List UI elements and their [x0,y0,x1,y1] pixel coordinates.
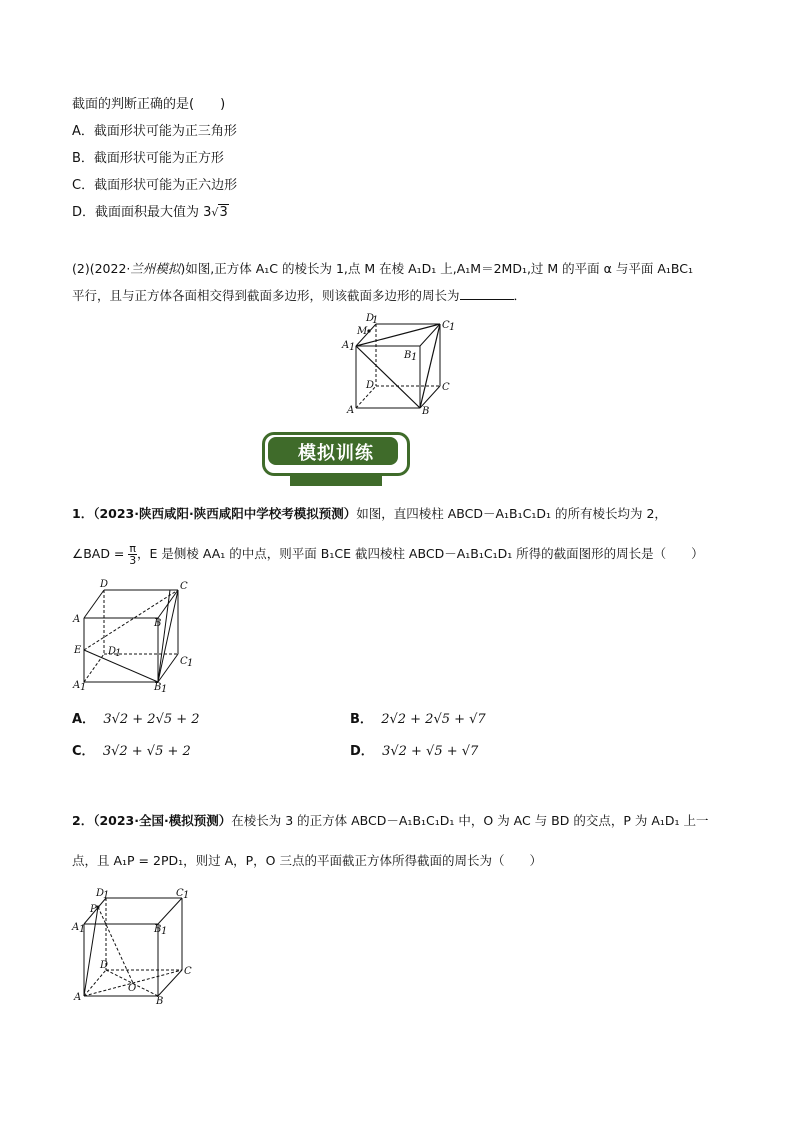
option-b-text: 截面形状可能为正方形 [93,151,224,166]
option-b [72,150,224,168]
label-c1: C [176,888,184,899]
label-d1: D [96,888,105,899]
p1-option-d-text: 3√2 + √5 + √7 [382,744,479,759]
p1-number: 1． [72,506,94,521]
p1-option-b-label: B． [350,712,373,727]
label-b1: B [154,682,162,693]
label-c1-sub: 1 [449,322,456,333]
label-d1: D [108,646,117,657]
label-b1: B [404,350,412,361]
option-d-label: D． [72,205,96,220]
section-banner [262,432,410,490]
answer-blank[interactable] [460,287,514,300]
label-b1-sub: 1 [161,684,168,695]
p2-cube-figure [70,884,200,1008]
label-a: A [73,614,81,625]
label-b1: B [154,924,162,935]
label-a1-sub: 1 [80,682,87,693]
label-d: D [366,380,375,391]
label-c1-sub: 1 [187,658,194,669]
banner-title: 模拟训练 [298,443,374,464]
label-c: C [442,382,450,393]
frac-denominator: 3 [129,554,137,567]
option-d-radicand: 3 [219,205,228,220]
q2-text-line2: 平行，且与正方体各面相交得到截面多边形，则该截面多边形的周长为 [72,288,460,303]
q2-text-line1: 如图,正方体 A₁C 的棱长为 1,点 M 在棱 A₁D₁ 上,A₁M＝2MD₁,过 M 的平面 α 与平面 A₁BC₁ [185,261,693,276]
p1-option-b [350,711,486,729]
p2-number: 2． [72,813,94,828]
option-d-text: 截面面积最大值为 3 [95,205,212,220]
label-b: B [154,618,162,629]
frac-numerator: π [129,542,137,555]
p1-option-c [72,743,191,761]
label-b1-sub: 1 [161,926,168,937]
label-b: B [422,406,430,417]
option-c-text: 截面形状可能为正六边形 [94,178,238,193]
label-a1: A [73,680,81,691]
p1-prism-figure [70,578,200,698]
label-m: M [357,326,368,337]
p1-option-a-text: 3√2 + 2√5 + 2 [103,712,200,727]
q2-line2 [72,287,526,305]
label-d1: D [366,313,375,324]
q2-cube-figure [336,310,458,418]
label-b: B [156,996,164,1007]
p1-option-a-label: A． [72,712,96,727]
option-a-label: A． [72,124,94,139]
option-d: D．截面面积最大值为 3√3 [72,205,228,220]
label-d1-sub: 1 [115,648,122,659]
option-c [72,177,237,195]
q2-line1: (2)(2022·兰州模拟)如图,正方体 A₁C 的棱长为 1,点 M 在棱 A₁D₁ 上,A₁M＝2MD₁,过 M 的平面 α 与平面 A₁BC₁ [72,261,693,276]
label-a: A [347,405,355,416]
p1-text-line2: ，E 是侧棱 AA₁ 的中点，则平面 B₁CE 截四棱柱 ABCD－A₁B₁C₁D₁ 所得的截面图形的周长是（ ） [137,546,704,561]
label-d1-sub: 1 [103,890,110,901]
label-p: P [90,904,97,915]
p2-source: （2023·全国·模拟预测） [93,813,232,828]
p1-option-c-text: 3√2 + √5 + 2 [102,744,191,759]
label-e: E [74,645,82,656]
p1-fraction [128,543,137,566]
option-a [72,123,237,141]
label-c1: C [442,320,450,331]
label-c1: C [180,656,188,667]
p1-line1 [72,505,667,523]
option-b-label: B． [72,151,94,166]
p1-source: （2023·陕西咸阳·陕西咸阳中学校考模拟预测） [93,506,357,521]
label-a1: A [72,922,80,933]
q2-period: ． [513,288,527,303]
q2-prefix: (2)(2022· [72,261,131,276]
option-a-text: 截面形状可能为正三角形 [93,124,237,139]
label-b1-sub: 1 [411,352,418,363]
label-c1-sub: 1 [183,890,190,901]
p1-line2 [72,543,704,566]
label-d: D [100,960,109,971]
p1-angle: ∠BAD = [72,546,125,561]
p1-text-line1: 如图，直四棱柱 ABCD－A₁B₁C₁D₁ 的所有棱长均为 2， [356,506,667,521]
p1-option-b-text: 2√2 + 2√5 + √7 [381,712,486,727]
label-o: O [128,983,137,994]
p1-option-c-label: C． [72,744,95,759]
label-a: A [74,992,82,1003]
label-d1-sub: 1 [372,315,379,326]
question-stem-tail: 截面的判断正确的是( ) [72,97,226,112]
label-c: C [184,966,192,977]
q2-source: 兰州模拟 [130,261,181,276]
p1-option-d-label: D． [350,744,374,759]
label-a1-sub: 1 [349,342,356,353]
p2-text-line1: 在棱长为 3 的正方体 ABCD－A₁B₁C₁D₁ 中，O 为 AC 与 BD 的交点，P 为 A₁D₁ 上一 [231,813,709,828]
label-d: D [100,579,109,590]
option-c-label: C． [72,178,95,193]
p2-line1 [72,812,709,830]
label-a1-sub: 1 [79,924,86,935]
label-c: C [180,581,188,592]
p1-option-a [72,711,200,729]
p1-option-d [350,743,478,761]
p2-line2: 点，且 A₁P = 2PD₁，则过 A，P，O 三点的平面截正方体所得截面的周长为（ ） [72,853,542,868]
label-a1: A [342,340,350,351]
